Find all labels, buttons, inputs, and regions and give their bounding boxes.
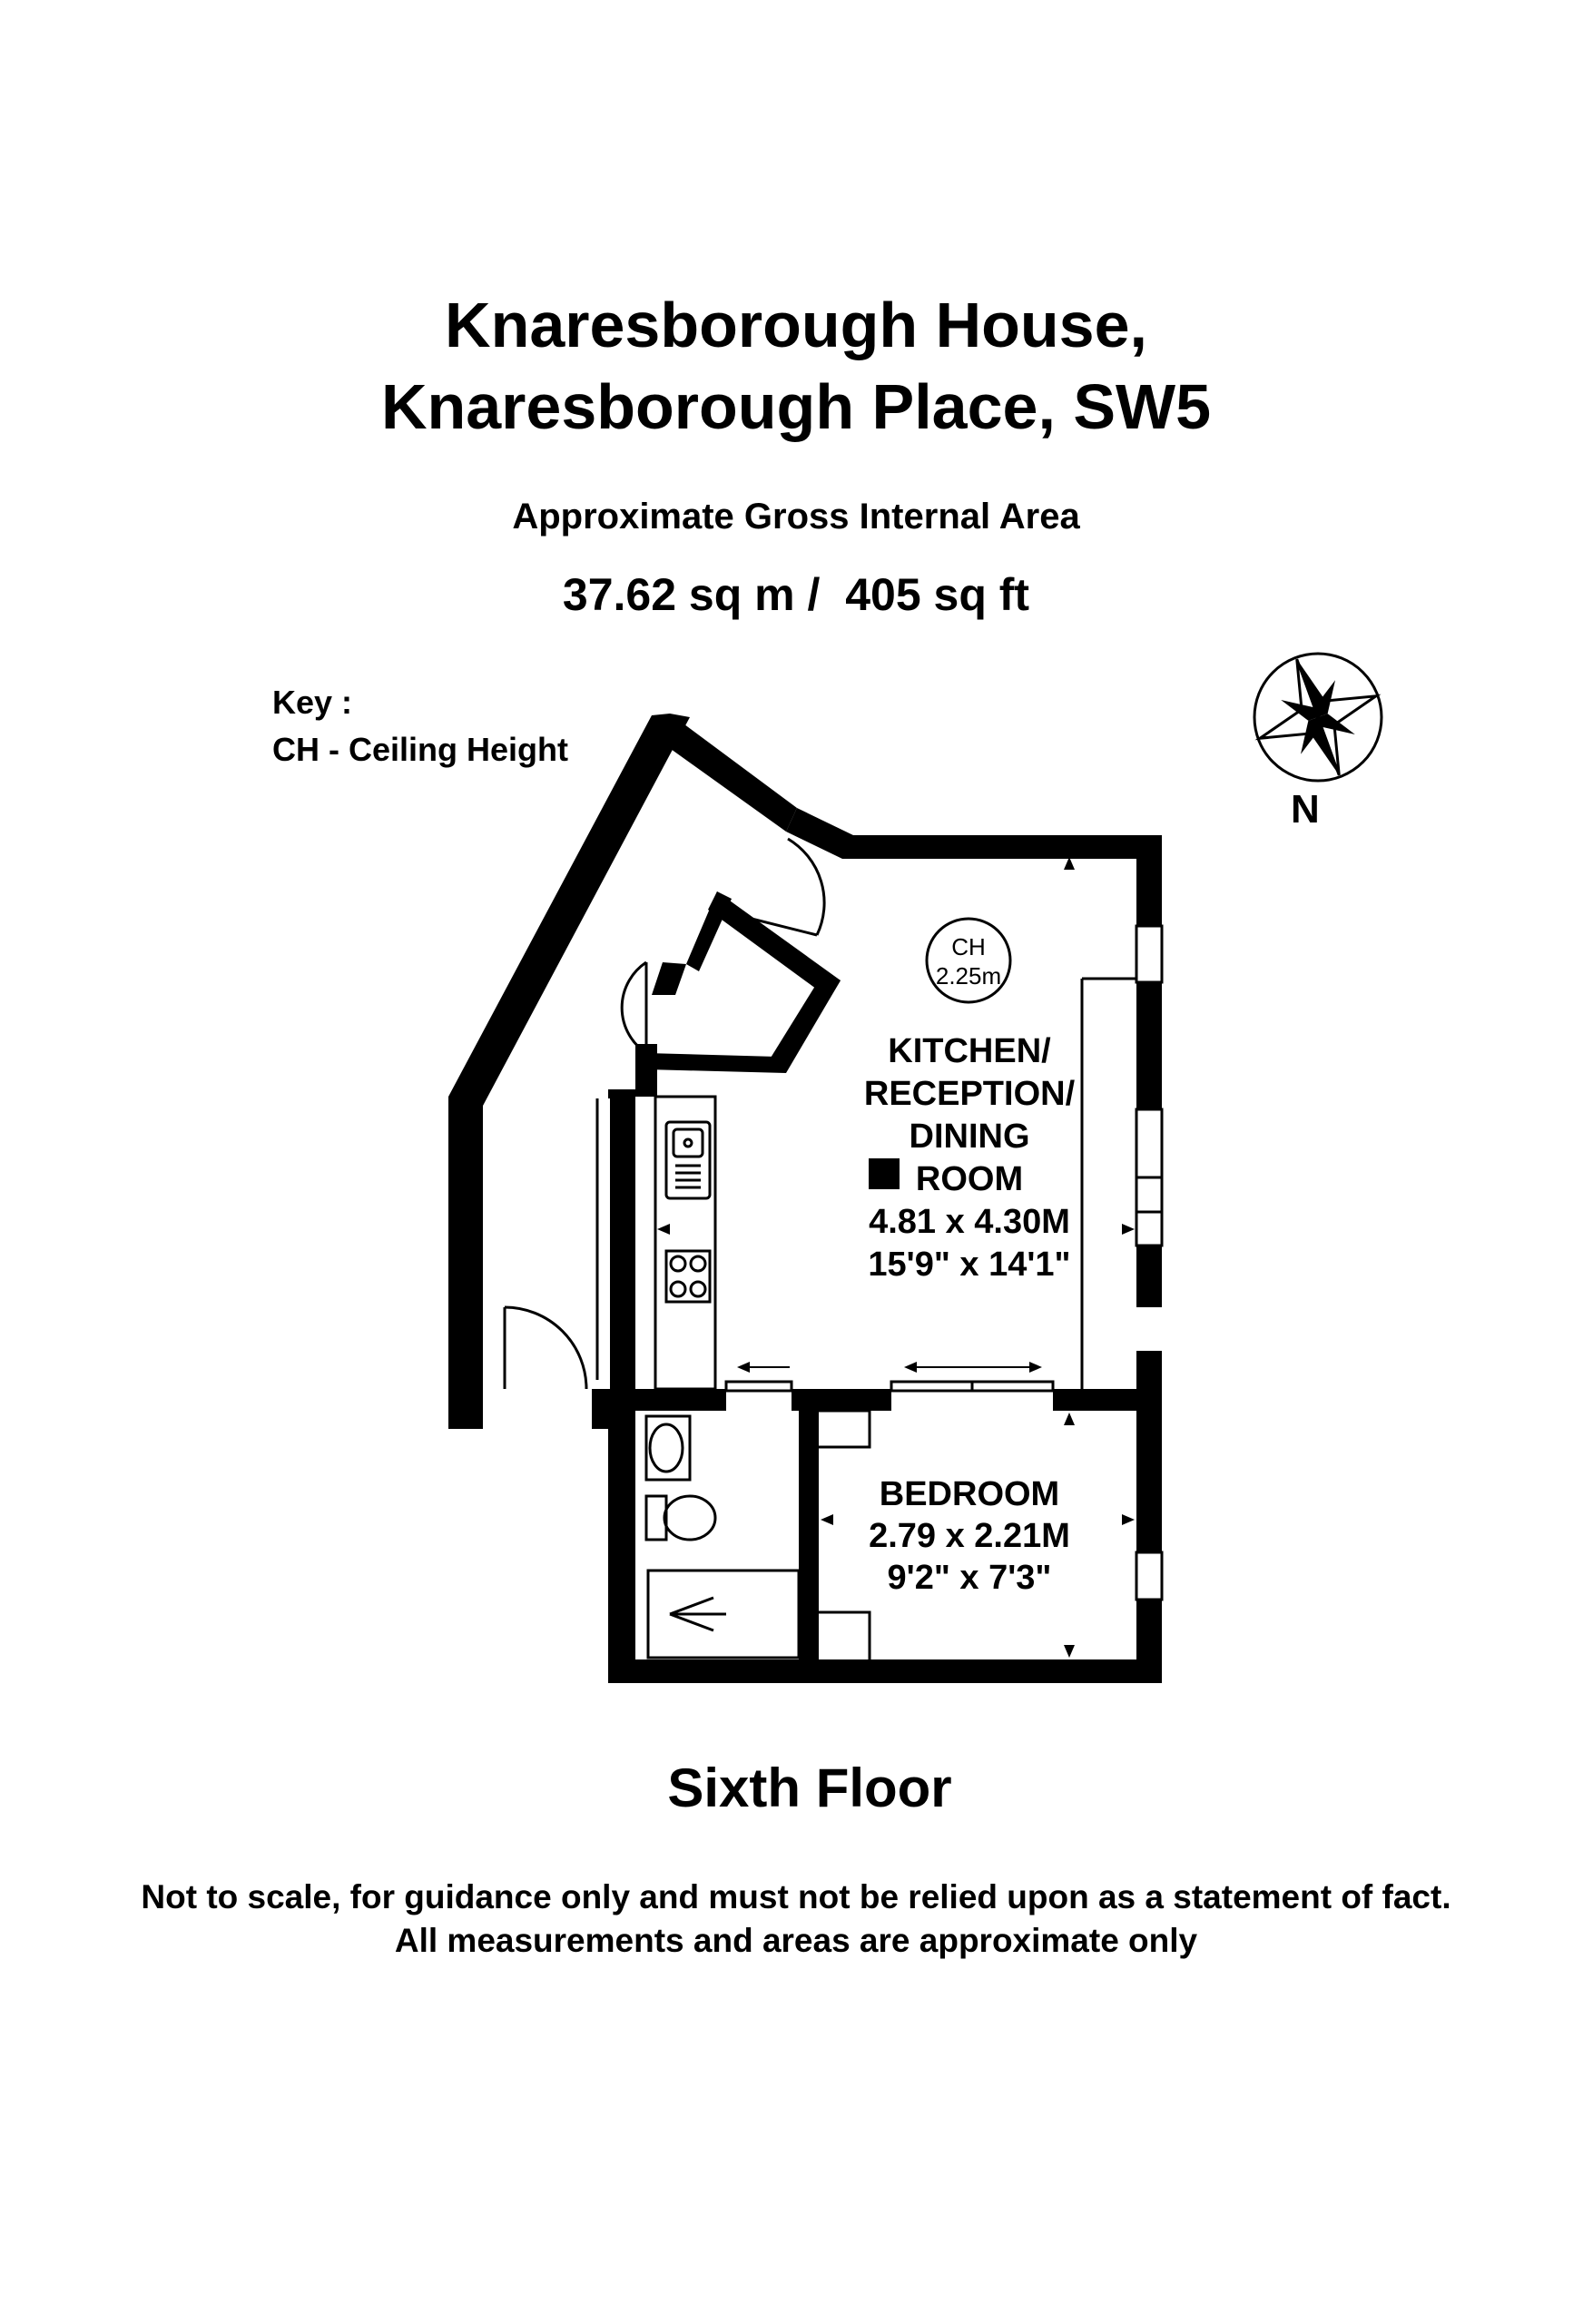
key-heading: Key : <box>272 684 353 721</box>
kitchen-name-line-3: DINING <box>909 1118 1030 1156</box>
disclaimer-line-2: All measurements and areas are approximate only <box>394 1922 1198 1959</box>
title-line-1: Knaresborough House, <box>445 290 1147 360</box>
ceiling-height-value: 2.25m <box>935 962 1002 990</box>
wall-bath-bedroom <box>799 1402 819 1674</box>
bedroom-label <box>869 1475 1070 1597</box>
entry-door <box>505 1307 586 1389</box>
hob-icon <box>666 1251 710 1302</box>
kitchen-name-line-1: KITCHEN/ <box>888 1032 1051 1070</box>
title-line-2: Knaresborough Place, SW5 <box>380 371 1212 442</box>
bedroom-imperial: 9'2" x 7'3" <box>887 1559 1052 1597</box>
compass-rose-icon <box>1239 638 1397 796</box>
sink-icon <box>666 1122 710 1198</box>
kitchen-metric: 4.81 x 4.30M <box>869 1203 1070 1241</box>
area-value: 37.62 sq m / 405 sq ft <box>562 569 1030 620</box>
kitchen-name-line-2: RECEPTION/ <box>863 1075 1076 1113</box>
bedroom-metric: 2.79 x 2.21M <box>869 1517 1070 1555</box>
wall-right-upper <box>1136 835 1162 926</box>
disclaimer-line-1: Not to scale, for guidance only and must not be relied upon as a statement of fact. <box>141 1878 1451 1915</box>
area-label: Approximate Gross Internal Area <box>512 497 1080 537</box>
kitchen-imperial: 15'9" x 14'1" <box>868 1246 1071 1284</box>
pillar-marker <box>869 1158 900 1189</box>
wall-divider <box>608 1389 635 1411</box>
cupboard-door <box>622 962 646 1053</box>
kitchen-label <box>864 1032 1076 1284</box>
floor-label: Sixth Floor <box>667 1758 952 1818</box>
window <box>1136 926 1162 982</box>
toilet-icon <box>646 1496 715 1540</box>
wall-inner-left <box>608 1089 635 1683</box>
key-item: CH - Ceiling Height <box>272 731 568 768</box>
window <box>1136 1552 1162 1600</box>
compass-north-label: N <box>1291 787 1320 832</box>
wall-bottom <box>608 1659 1162 1683</box>
washbasin-icon <box>646 1416 690 1480</box>
kitchen-door <box>788 839 824 935</box>
ceiling-height-label: CH <box>951 933 986 960</box>
ceiling-height-badge <box>927 919 1010 1002</box>
kitchen-name-line-4: ROOM <box>915 1160 1024 1198</box>
bedroom-name: BEDROOM <box>879 1475 1060 1513</box>
wall-top-angled <box>664 714 797 832</box>
